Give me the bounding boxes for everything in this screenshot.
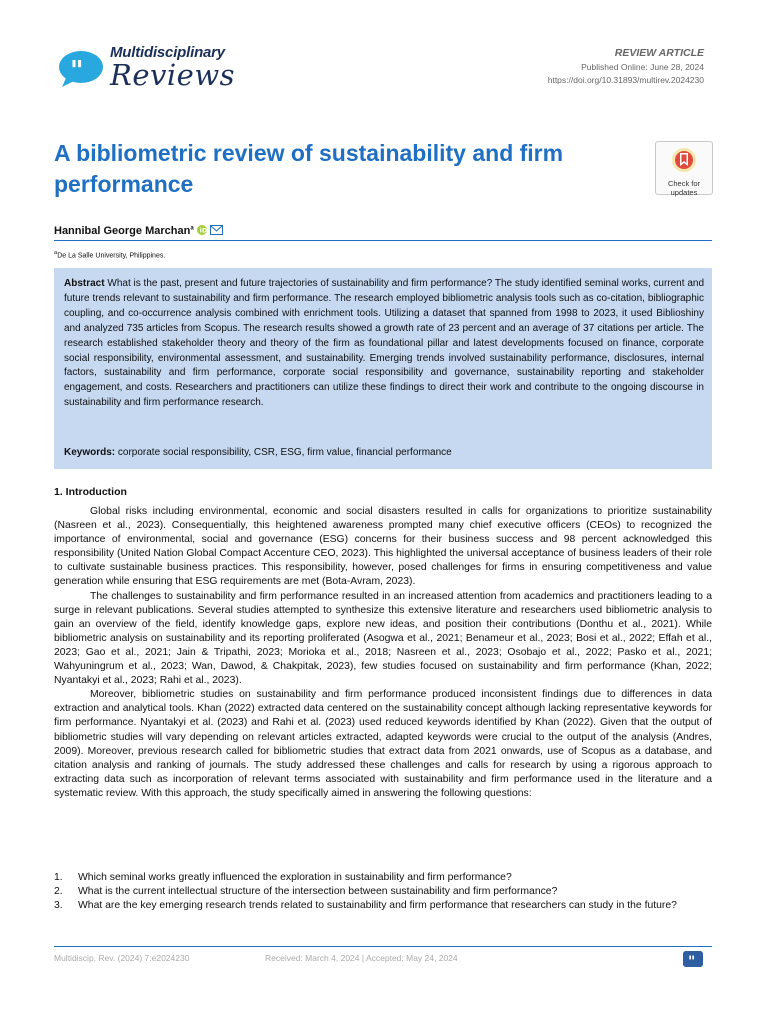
author-line: [54, 225, 223, 237]
keywords: [64, 447, 452, 458]
list-item: [54, 899, 712, 913]
abstract: [64, 277, 704, 411]
speech-bubble-icon: [58, 50, 104, 88]
affiliation: [54, 250, 165, 259]
list-text: What are the key emerging research trends related to sustainability and firm performance that researchers can study in the future?: [78, 900, 677, 912]
abstract-label: Abstract: [64, 278, 105, 289]
svg-text:": ": [688, 954, 696, 967]
article-title: A bibliometric review of sustainability and firm performance: [54, 140, 564, 197]
article-type: REVIEW ARTICLE: [614, 47, 704, 59]
affil-marker: a: [54, 250, 58, 256]
author-name: Hannibal George Marchan: [54, 225, 191, 237]
list-text: Which seminal works greatly influenced the exploration in sustainability and firm performance?: [78, 872, 512, 883]
keywords-text: corporate social responsibility, CSR, ESG, firm value, financial performance: [115, 447, 452, 458]
bookmark-icon: [670, 146, 698, 174]
email-icon[interactable]: [210, 225, 223, 235]
list-item: [54, 871, 712, 885]
svg-text:": ": [70, 56, 84, 86]
journal-logo: [58, 44, 258, 90]
list-number: 3.: [54, 900, 63, 912]
title-divider: [54, 240, 712, 241]
section-heading: 1. Introduction: [54, 486, 127, 498]
list-text: What is the current intellectual structure of the intersection between sustainability and firm performance?: [78, 886, 558, 898]
author-affil-marker: a: [190, 225, 194, 232]
list-number: 2.: [54, 886, 63, 898]
doi-link[interactable]: https://doi.org/10.31893/multirev.2024230: [547, 75, 704, 85]
list-item: [54, 885, 712, 899]
footer-divider: [54, 946, 712, 947]
paragraph: Global risks including environmental, economic and social disasters resulted in calls for organizations to prioritize sustainability (Nasreen et al., 2023). Consequentially, this heightened awareness prompted many chief executive officers (CEOs) to recognized the importance of environmental, social and governance (ESG) concerns for their business success and 98 percent acknowledged this responsibility (United Nation Global Compact Accenture CEO, 2023). This highlighted the universal acceptance of business leaders of their role to cultivate sustainable business practices. This responsibility, however, posed challenges for firms in ensuring competitiveness and value generation while ensuring that ESG requirements are met (Bota-Avram, 2023).: [54, 506, 712, 588]
research-questions: [54, 871, 712, 913]
badge-label-line1: Check for: [667, 179, 701, 188]
paragraph: The challenges to sustainability and firm performance resulted in an increased attention from academics and practitioners leading to a surge in relevant publications. Several studies attempted to synthesize this extensive literature and researchers used bibliometric analysis to gain an overview of the field, identify knowledge gaps, explore new ideas, and position their contributions (Donthu et al., 2021). While bibliometric analysis on sustainability and its reporting proliferated (Asogwa et al., 2021; Benameur et al., 2023; Bosi et al., 2022; Effah et al., 2023; Gao et al., 2021; Jain & Tripathi, 2023; Morioka et al., 2018; Nasreen et al., 2023; Osobajo et al., 2022; Pasko et al., 2021; Wahyuningrum et al., 2023; Wan, Dawod, & Chakpitak, 2023), few studies focused on sustainability and firm performance (Khan, 2022; Nyantakyi et al., 2023; Rahi et al., 2023).: [54, 590, 712, 687]
introduction-body: [54, 505, 712, 801]
paragraph: Moreover, bibliometric studies on sustainability and firm performance produced inconsistent findings due to differences in data extraction and analytical tools. Khan (2022) extracted data centered on the sustainability concept although lacking representative keywords for firm performance. Nyantakyi et al. (2023) and Rahi et al. (2023) used reduced keywords identified by Khan (2022). Given that the output of bibliometric studies will vary depending on relevant articles extracted, adapted keywords were crucial to the output of the analysis (Andres, 2009). Moreover, previous research called for bibliometric studies that extract data from 2021 onwards, use of Scopus as a database, and citation analysis and ranking of journals. The study addressed these challenges and calls for research by using a rigorous approach to extracting data such as incorporation of relevant terms associated with sustainability and firm performance used in the literature and a systematic review. With this approach, the study specifically aimed in answering the following questions:: [54, 689, 712, 799]
published-date: Published Online: June 28, 2024: [581, 62, 704, 72]
affil-text: De La Salle University, Philippines.: [57, 252, 166, 260]
list-number: 1.: [54, 872, 63, 883]
article-header-info: [444, 47, 704, 85]
journal-name-line2: Reviews: [110, 58, 236, 92]
orcid-icon[interactable]: [197, 225, 207, 235]
journal-name-line1: Multidisciplinary: [110, 44, 225, 61]
keywords-label: Keywords:: [64, 447, 116, 458]
badge-label-line2: updates: [670, 188, 698, 197]
check-for-updates-badge[interactable]: [655, 141, 713, 195]
svg-text:iD: iD: [199, 226, 207, 235]
abstract-text: What is the past, present and future trajectories of sustainability and firm performance? The study identified seminal works, current and future trends relevant to sustainability and firm performance. The research employed bibliometric analysis tools such as co-citation, bibliographic coupling, and co-occurrence analysis combined with enrichment tools. Utilizing a dataset that spanned from 1998 to 2023, it used Biblioshiny and analyzed 735 articles from Scopus. The research results showed a growth rate of 23 percent and an average of 37 citations per article. The research established stakeholder theory and theory of the firm as foundational pillar and latest developments focused on finance, corporate social responsibility, environmental assessment, and sustainability. Emerging trends involved sustainability performance, disclosures, internal factors, sustainability and firm performance, corporate social responsibility and governance, sustainability reporting and stakeholder engagement, and costs. Researchers and practitioners can utilize these findings to direct their work and contribute to the ongoing discourse in sustainability and firm performance research.: [64, 278, 704, 409]
footer-dates: Received: March 4, 2024 | Accepted: May 24, 2024: [265, 953, 458, 963]
footer-citation: Multidiscip. Rev. (2024) 7:e2024230: [54, 953, 190, 963]
journal-quote-icon: [683, 951, 703, 967]
abstract-box: [54, 268, 712, 469]
